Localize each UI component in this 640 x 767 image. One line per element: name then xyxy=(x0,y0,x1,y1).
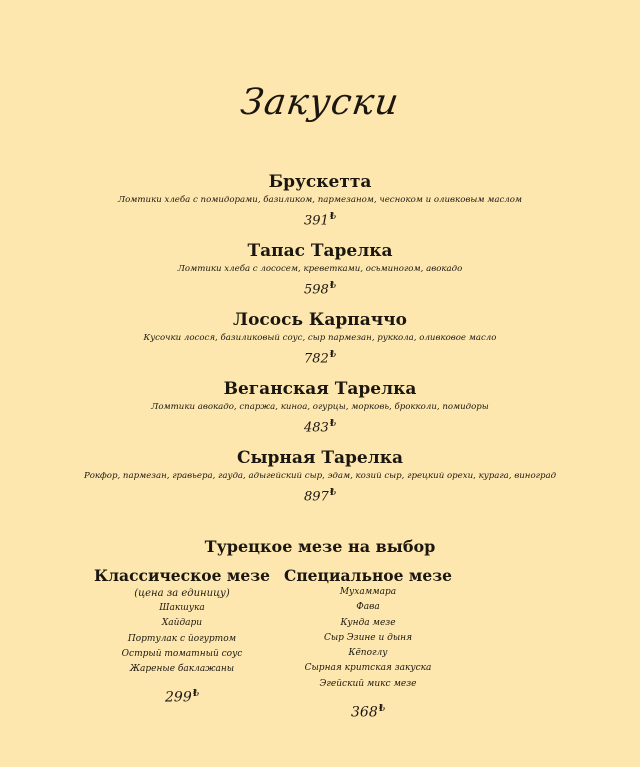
meze-item: Хайдари xyxy=(161,618,203,629)
dish-price xyxy=(0,281,640,297)
price-value: 368 xyxy=(351,704,378,721)
currency-symbol: ₺ xyxy=(329,419,337,429)
meze-item: Сыр Эзине и дыня xyxy=(323,632,413,643)
dish-name: Лосось Карпаччо xyxy=(233,310,407,330)
dish-description: Кусочки лосося, базиликовый соус, сыр пармезан, руккола, оливковое масло xyxy=(143,333,497,343)
price-value: 391 xyxy=(303,213,329,229)
dish-vegan-plate xyxy=(0,379,640,435)
meze-item: Фава xyxy=(356,602,380,613)
meze-item: Шакшука xyxy=(159,603,205,613)
dish-bruschetta xyxy=(0,172,640,228)
special-meze-title: Специальное мезе xyxy=(283,566,452,585)
currency-symbol: ₺ xyxy=(329,488,337,498)
dish-name: Брускетта xyxy=(268,172,372,192)
dish-salmon-carpaccio xyxy=(0,310,640,366)
price-value: 598 xyxy=(303,282,329,298)
dish-name: Веганская Тарелка xyxy=(223,379,417,399)
dish-description: Ломтики хлеба с лососем, креветками, осьминогом, авокадо xyxy=(177,264,463,274)
dish-price xyxy=(0,488,640,504)
unit-price-note: (цена за единицу) xyxy=(134,588,230,599)
meze-item: Жареные баклажаны xyxy=(129,664,235,675)
special-meze-column xyxy=(278,567,458,721)
meze-title: Турецкое мезе на выбор xyxy=(204,537,436,556)
meze-item: Острый томатный соус xyxy=(121,648,243,659)
dish-cheese-plate xyxy=(0,448,640,504)
dish-price xyxy=(0,212,640,228)
special-meze-price xyxy=(278,704,458,721)
price-value: 299 xyxy=(165,690,192,707)
dish-name: Тапас Тарелка xyxy=(247,241,393,261)
dish-name: Сырная Тарелка xyxy=(236,448,404,468)
meze-item: Сырная критская закуска xyxy=(304,663,432,674)
classic-meze-price xyxy=(92,689,272,706)
dish-description: Ломтики хлеба с помидорами, базиликом, пармезаном, чесноком и оливковым маслом xyxy=(117,195,523,205)
meze-item: Портулак с йогуртом xyxy=(127,633,237,644)
dish-price xyxy=(0,350,640,366)
meze-item: Эгейский микс мезе xyxy=(319,678,417,689)
dish-tapas-plate xyxy=(0,241,640,297)
dish-description: Рокфор, пармезан, гравьера, гауда, адыгейский сыр, эдам, козий сыр, грецкий орехи, курага, виноград xyxy=(83,471,557,481)
meze-item: Кунда мезе xyxy=(340,617,396,628)
price-value: 782 xyxy=(303,351,329,367)
currency-symbol: ₺ xyxy=(329,212,337,222)
currency-symbol: ₺ xyxy=(329,350,337,360)
price-value: 483 xyxy=(303,420,329,436)
price-value: 897 xyxy=(303,489,329,505)
meze-item: Кёпоглу xyxy=(348,648,388,659)
dish-price xyxy=(0,419,640,435)
dish-description: Ломтики авокадо, спаржа, киноа, огурцы, морковь, брокколи, помидоры xyxy=(151,402,489,412)
classic-meze-column xyxy=(92,567,272,706)
currency-symbol: ₺ xyxy=(329,281,337,291)
currency-symbol: ₺ xyxy=(378,704,385,715)
section-title: Закуски xyxy=(238,82,402,123)
meze-item: Мухаммара xyxy=(339,587,397,597)
classic-meze-title: Классическое мезе xyxy=(94,566,270,585)
currency-symbol: ₺ xyxy=(192,689,199,700)
